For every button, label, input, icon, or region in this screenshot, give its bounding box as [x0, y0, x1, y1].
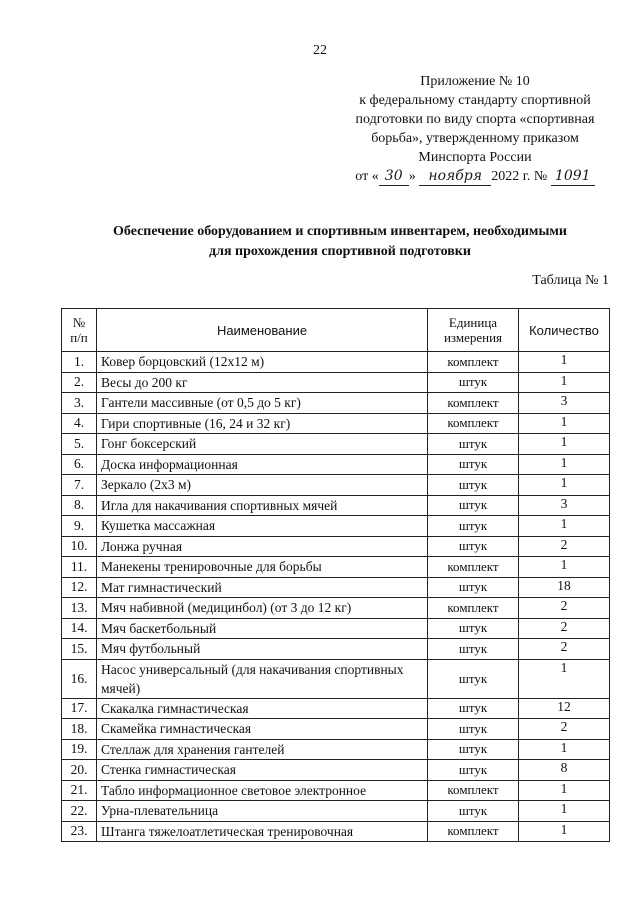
- item-unit: штук: [428, 577, 519, 598]
- table-row: [62, 801, 610, 822]
- header-name: Наименование: [97, 309, 428, 352]
- appendix-line-2: к федеральному стандарту спортивной: [359, 93, 591, 108]
- item-quantity: 18: [519, 577, 610, 598]
- table-row: [62, 698, 610, 719]
- table-row: [62, 780, 610, 801]
- row-number: 2.: [62, 372, 97, 393]
- item-name: Табло информационное световое электронное: [97, 780, 428, 801]
- header-num: № п/п: [62, 309, 97, 352]
- item-quantity: 1: [519, 557, 610, 578]
- equipment-table: [61, 308, 610, 842]
- table-row: [62, 434, 610, 455]
- item-unit: штук: [428, 454, 519, 475]
- item-quantity: 1: [519, 821, 610, 842]
- item-quantity: 12: [519, 698, 610, 719]
- item-quantity: 1: [519, 372, 610, 393]
- item-unit: штук: [428, 719, 519, 740]
- appendix-line-1: Приложение № 10: [420, 74, 530, 89]
- item-name: Доска информационная: [97, 454, 428, 475]
- item-quantity: 1: [519, 352, 610, 373]
- item-name: Ковер борцовский (12х12 м): [97, 352, 428, 373]
- row-number: 19.: [62, 739, 97, 760]
- row-number: 16.: [62, 659, 97, 698]
- row-number: 15.: [62, 639, 97, 660]
- row-number: 18.: [62, 719, 97, 740]
- date-prefix: от «: [355, 169, 379, 184]
- handwritten-order-number: 1091: [551, 168, 595, 186]
- item-name: Мяч баскетбольный: [97, 618, 428, 639]
- item-unit: штук: [428, 372, 519, 393]
- item-unit: штук: [428, 739, 519, 760]
- item-name: Гантели массивные (от 0,5 до 5 кг): [97, 393, 428, 414]
- table-row: [62, 739, 610, 760]
- item-quantity: 1: [519, 516, 610, 537]
- row-number: 11.: [62, 557, 97, 578]
- table-row: [62, 475, 610, 496]
- item-unit: штук: [428, 475, 519, 496]
- item-unit: комплект: [428, 821, 519, 842]
- item-name: Насос универсальный (для накачивания спортивных мячей): [97, 659, 428, 698]
- item-quantity: 2: [519, 536, 610, 557]
- item-unit: штук: [428, 801, 519, 822]
- item-quantity: 1: [519, 739, 610, 760]
- table-row: [62, 618, 610, 639]
- item-quantity: 8: [519, 760, 610, 781]
- table-row: [62, 352, 610, 373]
- table-header-row: [62, 309, 610, 352]
- item-quantity: 1: [519, 475, 610, 496]
- item-unit: штук: [428, 760, 519, 781]
- table-row: [62, 372, 610, 393]
- header-unit: Единица измерения: [428, 309, 519, 352]
- row-number: 5.: [62, 434, 97, 455]
- item-quantity: 2: [519, 719, 610, 740]
- item-unit: штук: [428, 495, 519, 516]
- item-unit: штук: [428, 639, 519, 660]
- row-number: 7.: [62, 475, 97, 496]
- row-number: 10.: [62, 536, 97, 557]
- row-number: 23.: [62, 821, 97, 842]
- item-unit: штук: [428, 434, 519, 455]
- item-unit: штук: [428, 536, 519, 557]
- table-row: [62, 413, 610, 434]
- item-unit: комплект: [428, 393, 519, 414]
- table-row: [62, 536, 610, 557]
- item-name: Гонг боксерский: [97, 434, 428, 455]
- date-year: 2022 г. №: [491, 169, 548, 184]
- handwritten-month: ноября: [419, 168, 491, 186]
- table-row: [62, 821, 610, 842]
- table-row: [62, 659, 610, 698]
- item-name: Игла для накачивания спортивных мячей: [97, 495, 428, 516]
- item-unit: штук: [428, 618, 519, 639]
- item-name: Кушетка массажная: [97, 516, 428, 537]
- item-quantity: 2: [519, 598, 610, 619]
- table-row: [62, 639, 610, 660]
- appendix-block: [340, 72, 610, 186]
- order-date-line: [340, 167, 610, 186]
- item-unit: комплект: [428, 413, 519, 434]
- row-number: 4.: [62, 413, 97, 434]
- item-quantity: 2: [519, 618, 610, 639]
- item-name: Штанга тяжелоатлетическая тренировочная: [97, 821, 428, 842]
- row-number: 3.: [62, 393, 97, 414]
- row-number: 22.: [62, 801, 97, 822]
- title-line-1: Обеспечение оборудованием и спортивным инвентарем, необходимыми: [113, 224, 567, 239]
- appendix-line-5: Минспорта России: [418, 150, 532, 165]
- row-number: 6.: [62, 454, 97, 475]
- table-row: [62, 598, 610, 619]
- handwritten-day: 30: [379, 168, 409, 186]
- item-unit: комплект: [428, 557, 519, 578]
- item-name: Скакалка гимнастическая: [97, 698, 428, 719]
- table-row: [62, 719, 610, 740]
- item-unit: штук: [428, 516, 519, 537]
- item-name: Мяч набивной (медицинбол) (от 3 до 12 кг): [97, 598, 428, 619]
- item-unit: штук: [428, 698, 519, 719]
- item-quantity: 1: [519, 454, 610, 475]
- item-name: Урна-плевательница: [97, 801, 428, 822]
- item-name: Гири спортивные (16, 24 и 32 кг): [97, 413, 428, 434]
- appendix-line-4: борьба», утвержденному приказом: [371, 131, 579, 146]
- item-name: Манекены тренировочные для борьбы: [97, 557, 428, 578]
- item-quantity: 2: [519, 639, 610, 660]
- item-quantity: 1: [519, 659, 610, 698]
- row-number: 17.: [62, 698, 97, 719]
- item-name: Зеркало (2х3 м): [97, 475, 428, 496]
- document-title: [60, 222, 620, 262]
- item-name: Стенка гимнастическая: [97, 760, 428, 781]
- row-number: 13.: [62, 598, 97, 619]
- date-mid: »: [408, 169, 416, 184]
- table-row: [62, 760, 610, 781]
- table-body: [62, 352, 610, 842]
- table-row: [62, 516, 610, 537]
- item-name: Мат гимнастический: [97, 577, 428, 598]
- title-line-2: для прохождения спортивной подготовки: [209, 244, 471, 259]
- row-number: 20.: [62, 760, 97, 781]
- table-caption: Таблица № 1: [532, 273, 609, 288]
- table-row: [62, 393, 610, 414]
- row-number: 8.: [62, 495, 97, 516]
- item-name: Мяч футбольный: [97, 639, 428, 660]
- item-quantity: 1: [519, 801, 610, 822]
- page-number: 22: [313, 43, 327, 58]
- item-quantity: 1: [519, 780, 610, 801]
- appendix-line-3: подготовки по виду спорта «спортивная: [355, 112, 595, 127]
- item-name: Лонжа ручная: [97, 536, 428, 557]
- item-name: Стеллаж для хранения гантелей: [97, 739, 428, 760]
- row-number: 14.: [62, 618, 97, 639]
- row-number: 1.: [62, 352, 97, 373]
- item-unit: комплект: [428, 352, 519, 373]
- item-quantity: 1: [519, 413, 610, 434]
- item-unit: штук: [428, 659, 519, 698]
- item-name: Скамейка гимнастическая: [97, 719, 428, 740]
- item-name: Весы до 200 кг: [97, 372, 428, 393]
- table-row: [62, 454, 610, 475]
- table-row: [62, 557, 610, 578]
- item-quantity: 3: [519, 495, 610, 516]
- item-unit: комплект: [428, 780, 519, 801]
- row-number: 21.: [62, 780, 97, 801]
- item-quantity: 1: [519, 434, 610, 455]
- header-qty: Количество: [519, 309, 610, 352]
- item-quantity: 3: [519, 393, 610, 414]
- table-row: [62, 495, 610, 516]
- table-row: [62, 577, 610, 598]
- row-number: 9.: [62, 516, 97, 537]
- row-number: 12.: [62, 577, 97, 598]
- item-unit: комплект: [428, 598, 519, 619]
